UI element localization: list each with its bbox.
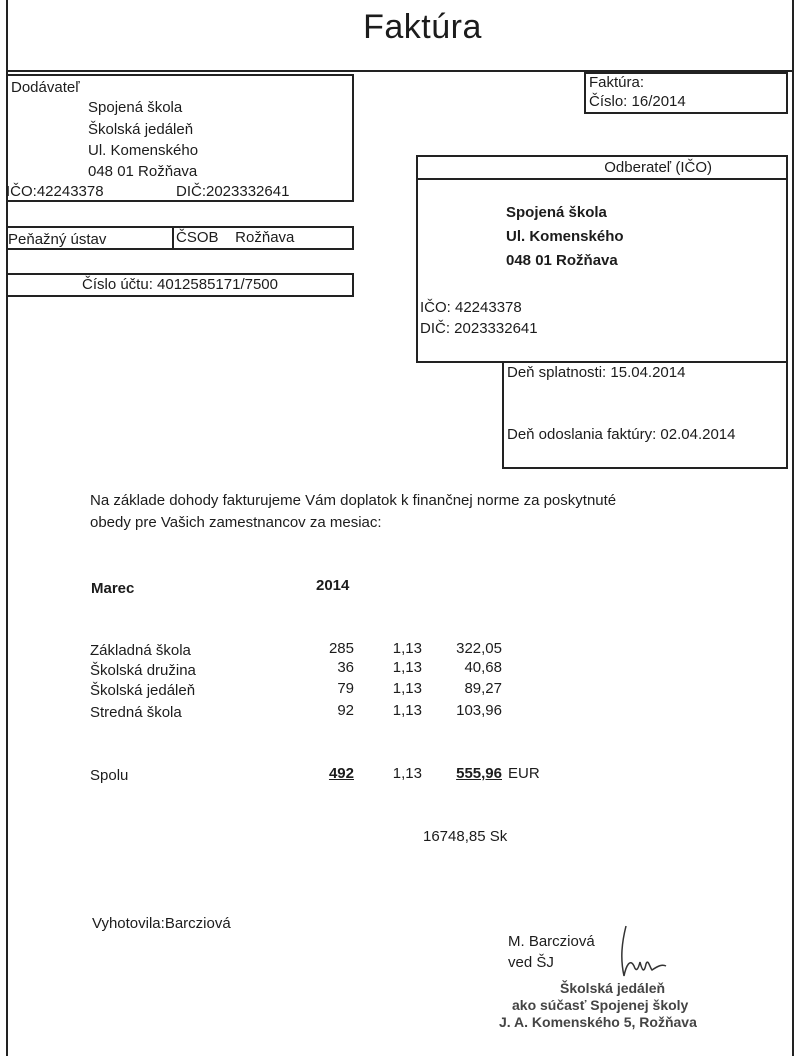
stamp-line: J. A. Komenského 5, Rožňava — [499, 1014, 697, 1030]
item-amount: 40,68 — [464, 659, 502, 676]
stamp-line: ako súčasť Spojenej školy — [512, 997, 689, 1013]
total-rate: 1,13 — [392, 765, 422, 782]
total-amount: 555,96 — [456, 765, 502, 782]
supplier-line: Ul. Komenského — [88, 142, 199, 159]
sk-total: 16748,85 Sk — [423, 828, 508, 845]
account-number: Číslo účtu: 4012585171/7500 — [82, 276, 278, 293]
supplier-line: Školská jedáleň — [88, 121, 194, 138]
item-name: Školská jedáleň — [90, 682, 196, 699]
customer-ico: IČO: 42243378 — [420, 299, 522, 316]
period-month: Marec — [91, 580, 135, 597]
total-label: Spolu — [90, 767, 129, 784]
due-date: Deň splatnosti: 15.04.2014 — [507, 364, 686, 381]
item-name: Školská družina — [90, 662, 196, 679]
sent-date: Deň odoslania faktúry: 02.04.2014 — [507, 426, 736, 443]
customer-line: 048 01 Rožňava — [506, 252, 618, 269]
customer-line: Ul. Komenského — [506, 228, 624, 245]
item-count: 79 — [337, 680, 354, 697]
supplier-dic: DIČ:2023332641 — [176, 183, 290, 200]
supplier-line: 048 01 Rožňava — [88, 163, 198, 180]
bank-label: Peňažný ústav — [8, 231, 107, 248]
invoice-label: Faktúra: — [589, 74, 645, 91]
customer-label: Odberateľ (IČO) — [604, 159, 712, 176]
total-currency: EUR — [508, 765, 540, 782]
item-count: 285 — [328, 640, 354, 657]
total-count: 492 — [328, 765, 354, 782]
item-count: 92 — [337, 702, 354, 719]
item-name: Stredná škola — [90, 704, 182, 721]
stamp-line: Školská jedáleň — [560, 980, 666, 996]
handwritten-signature — [612, 922, 672, 984]
signature-name: M. Barcziová — [508, 933, 595, 950]
item-amount: 89,27 — [464, 680, 502, 697]
item-name: Základná škola — [90, 642, 191, 659]
item-rate: 1,13 — [392, 702, 422, 719]
supplier-line: Spojená škola — [88, 99, 183, 116]
bank-row-divider — [172, 226, 174, 250]
item-amount: 322,05 — [456, 640, 502, 657]
page-title: Faktúra — [363, 8, 482, 46]
signature-role: ved ŠJ — [508, 954, 554, 971]
item-amount: 103,96 — [456, 702, 502, 719]
intro-line: obedy pre Vašich zamestnancov za mesiac: — [90, 514, 382, 531]
item-rate: 1,13 — [392, 640, 422, 657]
supplier-ico: IČO:42243378 — [6, 183, 104, 200]
customer-header-separator — [416, 178, 788, 180]
item-rate: 1,13 — [392, 659, 422, 676]
bank-name: ČSOB Rožňava — [176, 229, 295, 246]
period-year: 2014 — [316, 577, 350, 594]
supplier-label: Dodávateľ — [11, 79, 80, 96]
intro-line: Na základe dohody fakturujeme Vám doplatok k finančnej norme za poskytnuté — [90, 492, 617, 509]
prepared-by: Vyhotovila:Barcziová — [92, 915, 231, 932]
customer-dic: DIČ: 2023332641 — [420, 320, 538, 337]
item-count: 36 — [337, 659, 354, 676]
customer-line: Spojená škola — [506, 204, 607, 221]
item-rate: 1,13 — [392, 680, 422, 697]
invoice-number: Číslo: 16/2014 — [589, 93, 686, 110]
